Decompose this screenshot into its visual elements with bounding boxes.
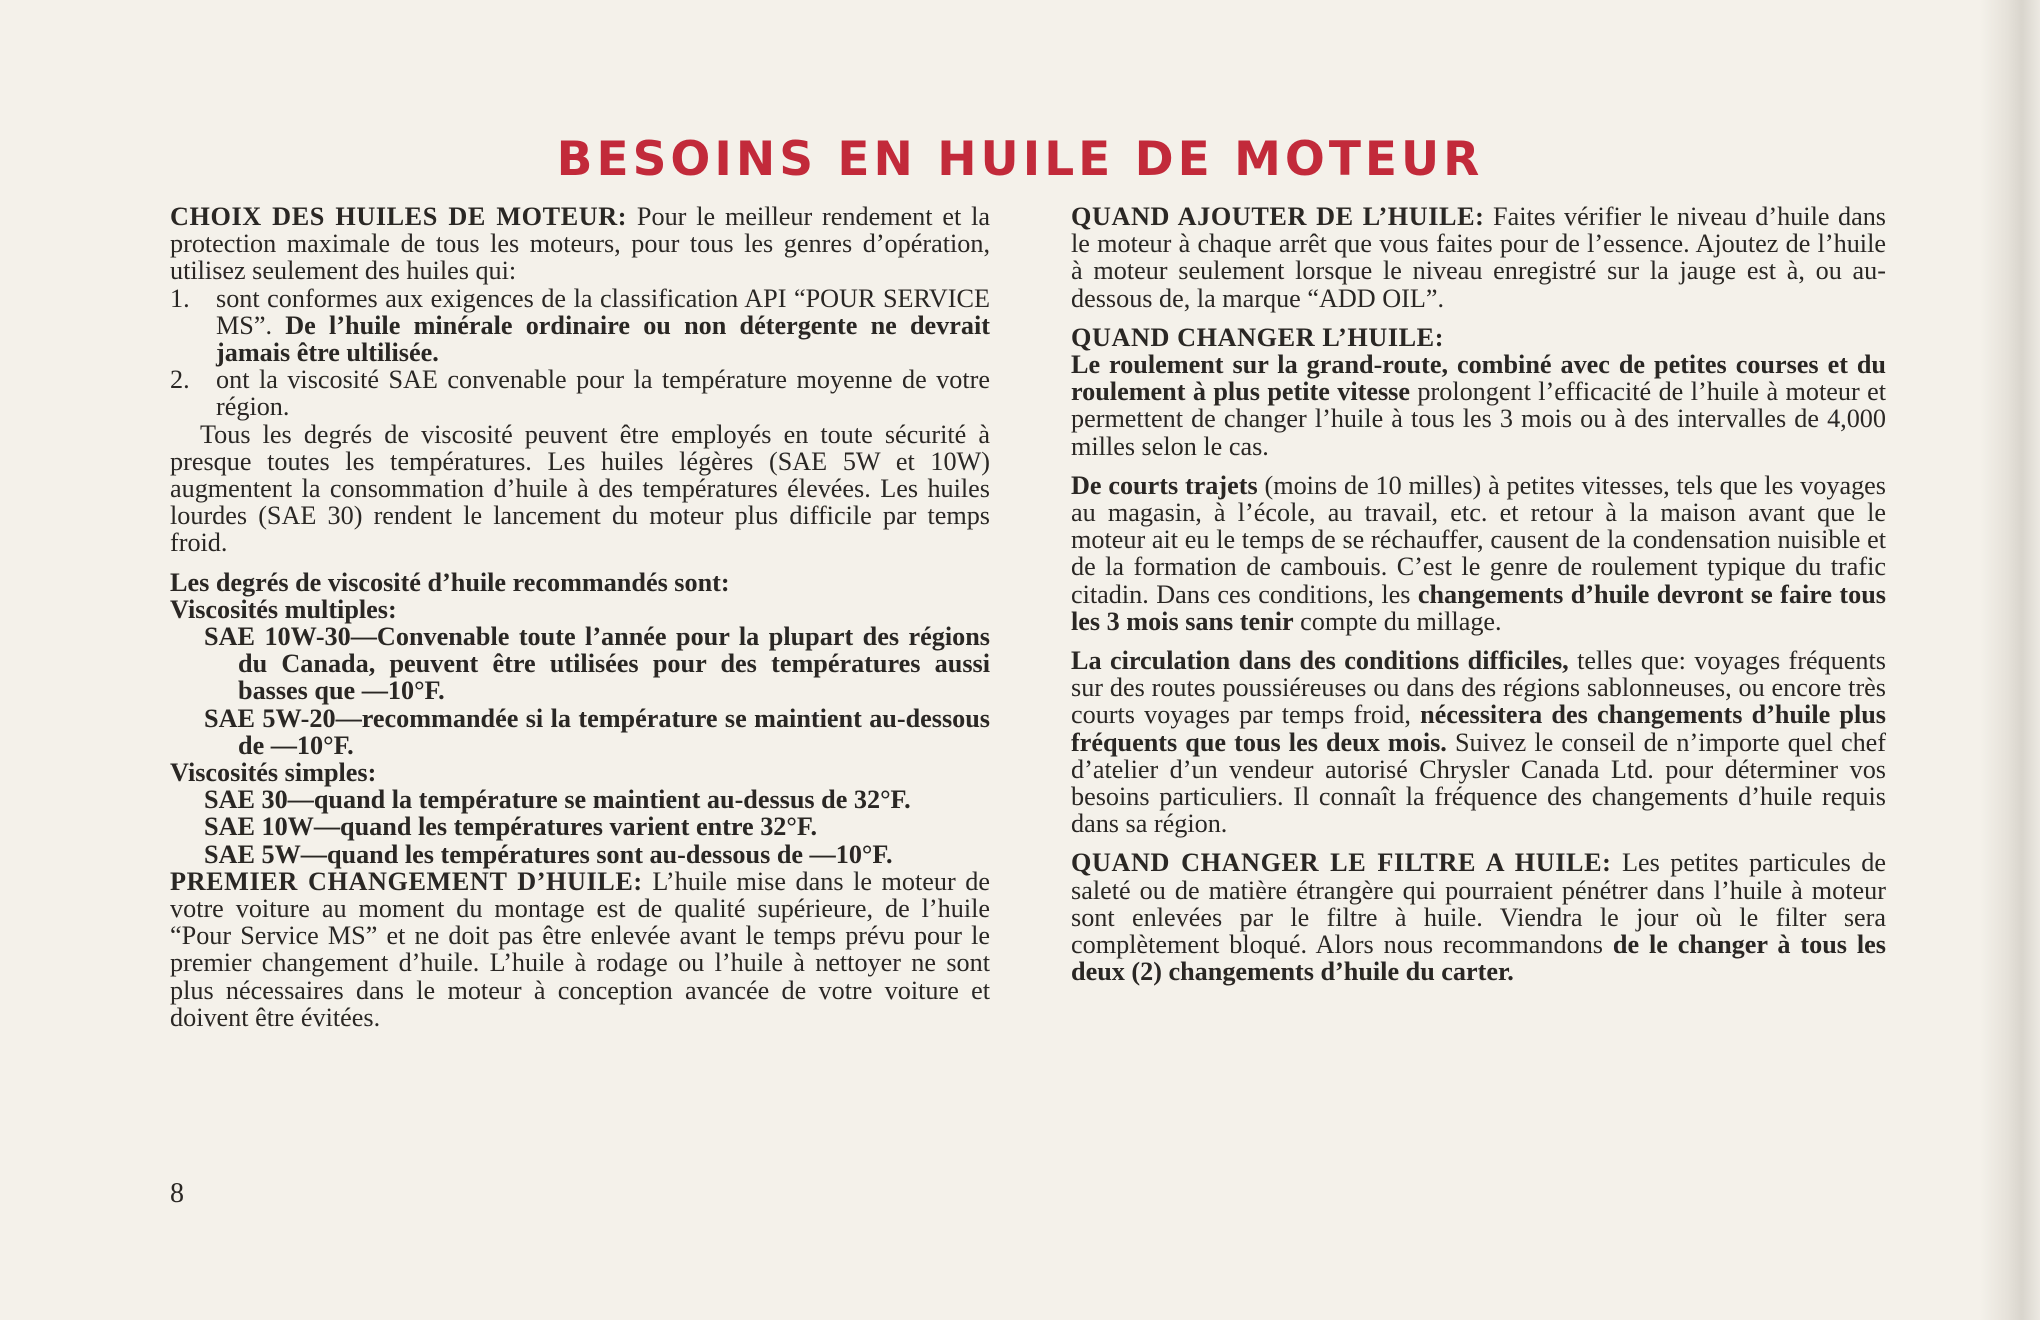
sae-5w-text: SAE 5W—quand les températures sont au-dessous de —10°F. (204, 839, 893, 869)
courts-bold: De courts trajets (1071, 470, 1258, 500)
page-binding-edge (1980, 0, 2040, 1320)
page-number: 8 (170, 1178, 184, 1209)
item1-text: sont conformes aux exigences de la classification API “POUR SERVICE MS”. (216, 283, 990, 340)
premier-section (170, 868, 990, 1031)
sae-10w30-text: SAE 10W-30—Convenable toute l’année pour la plupart des régions du Canada, peuvent être utilisées pour des températures aussi basses que —10°F. (204, 622, 990, 706)
recommandes-heading (170, 569, 990, 596)
multiples-text: Viscosités multiples: (170, 594, 397, 624)
sae-5w20 (204, 705, 990, 759)
circulation-text: telles que: voyages fréquents sur des routes poussiéreuses ou dans des régions sablonneuses, ou encore très courts voyages par temps froid, (1071, 646, 1886, 730)
list-text: ont la viscosité SAE convenable pour la température moyenne de votre région. (216, 365, 990, 422)
choix-text: Pour le meilleur rendement et la protection maximale de tous les moteurs, pour tous les genres d’opération, utilisez seulement des huiles qui: (170, 202, 990, 286)
sae-10w (204, 813, 990, 840)
choix-section (170, 203, 990, 285)
right-column (1071, 203, 1886, 985)
sae-10w30 (204, 623, 990, 705)
filtre-text: Les petites particules de saleté ou de matière étrangère qui pourraient pénétrer dans l’huile à moteur sont enlevées par le filtre à huile. Viendra le jour où le filter sera complètement bloqué. Alors nous recommandons (1071, 848, 1887, 960)
list-text (216, 285, 990, 367)
changer-paragraph (1071, 351, 1886, 460)
page-title: BESOINS EN HUILE DE MOTEUR (556, 132, 1484, 187)
sae-30 (204, 786, 990, 813)
item1-warning: De l’huile minérale ordinaire ou non détergente ne devrait jamais être ultilisée. (216, 310, 990, 368)
circulation-text-2: Suivez le conseil de n’importe quel chef d’atelier d’un vendeur autorisé Chrysler Canada Ltd. pour déterminer vos besoins particuliers. Il connaît la fréquence des changements d’huile requis dans sa région. (1071, 727, 1887, 839)
simples-text: Viscosités simples: (170, 758, 377, 788)
ajouter-heading: QUAND AJOUTER DE L’HUILE: (1071, 202, 1485, 231)
choix-heading: CHOIX DES HUILES DE MOTEUR: (170, 202, 628, 231)
courts-bold-2: changements d’huile devront se faire tous les 3 mois sans tenir (1071, 579, 1886, 636)
changer-bold: Le roulement sur la grand-route, combiné avec de petites courses et du roulement à plus petite vitesse (1071, 350, 1886, 407)
list-number: 1. (170, 283, 190, 313)
list-number: 2. (170, 365, 190, 395)
filtre-section (1071, 849, 1886, 985)
changer-text: prolongent l’efficacité de l’huile à moteur et permettent de changer l’huile à tous les 3 mois ou à des intervalles de 4,000 milles selon le cas. (1071, 377, 1886, 461)
degres-paragraph: Tous les degrés de viscosité peuvent être employés en toute sécurité à presque toutes les températures. Les huiles légères (SAE 5W et 10W) augmentent la consommation d’huile à des températures élevées. Les huiles lourdes (SAE 30) rendent le lancement du moteur plus difficile par temps froid. (170, 419, 990, 558)
sae-10w-text: SAE 10W—quand les températures varient entre 32°F. (204, 812, 818, 842)
ajouter-section (1071, 203, 1886, 312)
sae-5w20-text: SAE 5W-20—recommandée si la température se maintient au-dessous de —10°F. (204, 703, 990, 760)
list-item-2 (170, 366, 990, 420)
courts-text-2: compte du millage. (1293, 606, 1502, 636)
circulation-bold-2: nécessitera des changements d’huile plus fréquents que tous les deux mois. (1071, 700, 1886, 757)
circulation-paragraph (1071, 647, 1886, 837)
premier-heading: PREMIER CHANGEMENT D’HUILE: (170, 866, 643, 896)
filtre-heading: QUAND CHANGER LE FILTRE A HUILE: (1071, 848, 1612, 878)
left-column (170, 203, 990, 1031)
courts-text: (moins de 10 milles) à petites vitesses, tels que les voyages au magasin, à l’école, au travail, etc. et retour à la maison avant que le moteur ait eu le temps de se réchauffer, causent de la condensation nuisible et de la formation de cambouis. C’est le genre de roulement typique du trafic citadin. Dans ces conditions, les (1071, 470, 1886, 609)
changer-heading: QUAND CHANGER L’HUILE: (1071, 322, 1445, 352)
premier-text: L’huile mise dans le moteur de votre voiture au moment du montage est de qualité supérieure, de l’huile “Pour Service MS” et ne doit pas être enlevée avant le temps prévu pour le premier changement d’huile. L’huile à rodage ou l’huile à nettoyer ne sont plus nécessaires dans le moteur à conception avancée de votre voiture et doivent être évitées. (170, 866, 990, 1032)
simples-heading (170, 759, 990, 786)
multiples-heading (170, 596, 990, 623)
sae-5w (204, 841, 990, 868)
list-item-1 (170, 285, 990, 367)
filtre-bold: de le changer à tous les deux (2) changements d’huile du carter. (1071, 930, 1886, 987)
ajouter-text: Faites vérifier le niveau d’huile dans le moteur à chaque arrêt que vous faites pour de l’essence. Ajoutez de l’huile à moteur seulement lorsque le niveau enregistré sur la jauge est à, ou au-dessous de, la marque “ADD OIL”. (1071, 202, 1886, 313)
courts-paragraph (1071, 472, 1886, 635)
sae-30-text: SAE 30—quand la température se maintient au-dessus de 32°F. (204, 785, 911, 815)
circulation-bold: La circulation dans des conditions difficiles, (1071, 646, 1569, 676)
recommandes-text: Les degrés de viscosité d’huile recommandés sont: (170, 567, 730, 597)
